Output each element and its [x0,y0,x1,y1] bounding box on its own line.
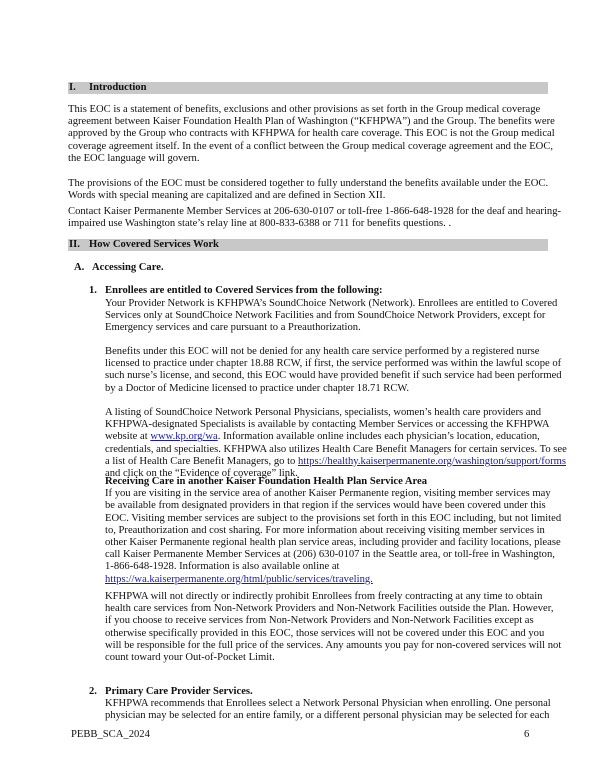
text-line: Emergency services and care pursuant to a Preauthorization. [105,322,361,334]
text-line: KFHPWA-designated Specialists is available by contacting Member Services or accessing the KFHPWA [105,419,550,431]
item-number: 2. [89,686,97,697]
text-line: will be responsible for the full price of the services. Any amounts you pay for non-covered services will not [105,639,562,651]
text-line: other Kaiser Permanente regional health plan service areas, including provider and facility locations, please [105,537,561,549]
text-line: Your Provider Network is KFHPWA’s SoundChoice Network (Network). Enrollees are entitled to Covered [105,298,558,309]
text-line: Benefits under this EOC will not be denied for any health care service performed by a registered nurse [105,346,540,357]
text-line [105,455,567,468]
subsection-number: A. [74,262,85,273]
text-line: A listing of SoundChoice Network Personal Physicians, specialists, women’s health care providers and [105,407,542,418]
text-line: count toward your Out-of-Pocket Limit. [105,652,275,664]
text-line: if you choose to receive services from Non-Network Providers and Non-Network Facilities except as [105,615,534,627]
forms-link[interactable]: https://healthy.kaiserpermanente.org/washington/support/forms [297,455,567,467]
text-line: If you are visiting in the service area of another Kaiser Permanente region, visiting member services may [105,488,551,500]
intro-paragraph-1 [68,104,558,165]
text-line: approved by the Group who contracts with KFHPWA for health care coverage. This EOC is not the Group medical [68,128,555,140]
subsection-title: Accessing Care. [92,262,164,273]
text-line: such nurse’s license, and second, this EOC would have provided benefit if such service had been performed [105,370,562,382]
section-title: Introduction [89,82,147,93]
text: . Information available online includes each physician’s location, education, [217,431,540,443]
section-number: II. [69,239,80,250]
text-line: Services only at SoundChoice Network Facilities and from SoundChoice Network Providers, except for [105,310,546,322]
item-title: Enrollees are entitled to Covered Services from the following: [105,285,383,296]
intro-paragraph-2 [68,178,558,202]
network-paragraph [105,298,558,335]
kp-website-link[interactable]: www.kp.org/wa [150,431,218,443]
page-number: 6 [524,729,530,740]
text-line: physician may be selected for an entire family, or a different personal physician may be selected for each [105,710,550,722]
section-heading-covered-services [68,239,548,251]
traveling-link[interactable]: https://wa.kaiserpermanente.org/html/public/services/traveling. [105,573,373,585]
text-line: impaired use Washington state’s relay line at 800-833-6388 or 711 for benefits questions. . [68,218,452,230]
receiving-care-block [105,476,562,586]
text-line: health care services from Non-Network Providers and Non-Network Facilities outside the Plan. However, [105,603,554,615]
text-line: to, Preauthorization and cost sharing. For more information about receiving visiting member services in [105,524,545,536]
intro-paragraph-3 [68,206,562,230]
item-number: 1. [89,285,97,296]
listing-paragraph [105,407,567,480]
text: a list of Health Care Benefit Managers, go to [105,455,298,467]
text: website at [105,431,151,443]
footer-doc-id: PEBB_SCA_2024 [71,729,150,740]
text-line [105,431,555,443]
text-line: call Kaiser Permanente Member Services at (206) 630-0107 in the Seattle area, or toll-free in Washington, [105,549,555,561]
nurse-paragraph [105,346,562,395]
non-network-paragraph [105,591,562,664]
text-line: otherwise specifically provided in this EOC, those services will not be covered under this EOC and you [105,627,545,639]
text-line: Contact Kaiser Permanente Member Services at 206-630-0107 or toll-free 1-866-648-1928 for the deaf and hearing- [68,206,562,217]
section-title: How Covered Services Work [89,239,219,250]
item-title: Primary Care Provider Services. [105,686,253,697]
receiving-care-text [105,488,562,573]
text-line: and click on the “Evidence of coverage” link. [105,468,298,480]
text-line: Words with special meaning are capitalized and are defined in Section XII. [68,190,386,202]
text-line: licensed to practice under chapter 18.88 RCW, if first, the service performed was within the lawful scope of [105,358,562,370]
text-line: EOC. Visiting member services are subject to the provisions set forth in this EOC including, but not limited [105,512,562,524]
text-line: agreement between Kaiser Foundation Health Plan of Washington (“KFHPWA”) and the Group. The benefits were [68,116,555,128]
text-line: credentials, and specialties. KFHPWA also utilizes Health Care Benefit Managers for certain services. To see [105,443,567,455]
text-line: This EOC is a statement of benefits, exclusions and other provisions as set forth in the Group medical coverage [68,104,541,115]
text-line: coverage agreement itself. In the event of a conflict between the Group medical coverage agreement and the EOC, [68,140,554,152]
text-line: the EOC language will govern. [68,152,200,164]
text-line: KFHPWA will not directly or indirectly prohibit Enrollees from freely contracting at any time to obtain [105,591,543,602]
receiving-care-heading: Receiving Care in another Kaiser Foundation Health Plan Service Area [105,476,428,487]
text-line: be available from designated providers in that region if the services would have been covered under this [105,500,546,512]
text-line: The provisions of the EOC must be considered together to fully understand the benefits available under the EOC. [68,178,549,189]
primary-care-paragraph [105,698,555,722]
text-line: KFHPWA recommends that Enrollees select a Network Personal Physician when enrolling. One personal [105,698,551,709]
section-heading-introduction [68,82,548,94]
text-line: by a Doctor of Medicine licensed to practice under chapter 18.71 RCW. [105,382,410,394]
section-number: I. [69,82,76,93]
text-line: 1-866-648-1928. Information is also available online at [105,561,340,573]
